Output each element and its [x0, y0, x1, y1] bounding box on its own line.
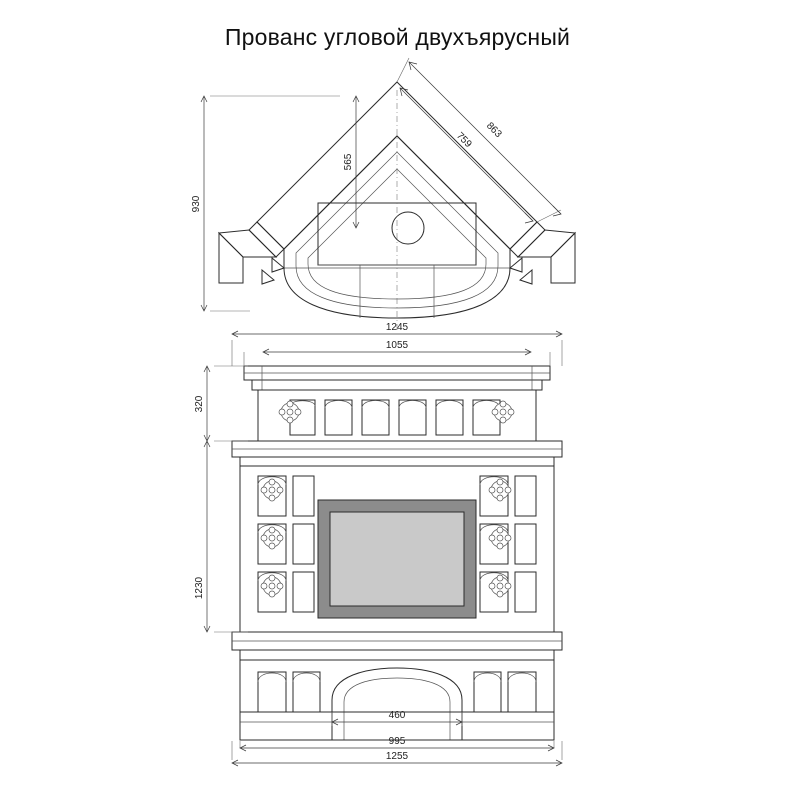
dim-1055-label: 1055 [385, 340, 409, 351]
upper-tier-panels [279, 400, 514, 435]
dim-995-label: 995 [388, 736, 406, 747]
dim-930-label: 930 [191, 195, 202, 213]
front-view [194, 322, 562, 766]
dim-460-label: 460 [388, 710, 406, 721]
left-tiles [258, 476, 314, 612]
right-tiles [480, 476, 536, 612]
dim-759-label: 759 [453, 130, 474, 151]
top-view [191, 58, 575, 330]
page-title: Прованс угловой двухъярусный [224, 24, 571, 50]
dim-1255-label: 1255 [385, 751, 409, 762]
dim-1245-label: 1245 [385, 322, 409, 333]
dim-320-label: 320 [194, 395, 205, 413]
firebox-glass [330, 512, 464, 606]
dim-1230-label: 1230 [194, 576, 205, 600]
dim-565-label: 565 [343, 153, 354, 171]
dim-863-label: 863 [483, 120, 504, 141]
